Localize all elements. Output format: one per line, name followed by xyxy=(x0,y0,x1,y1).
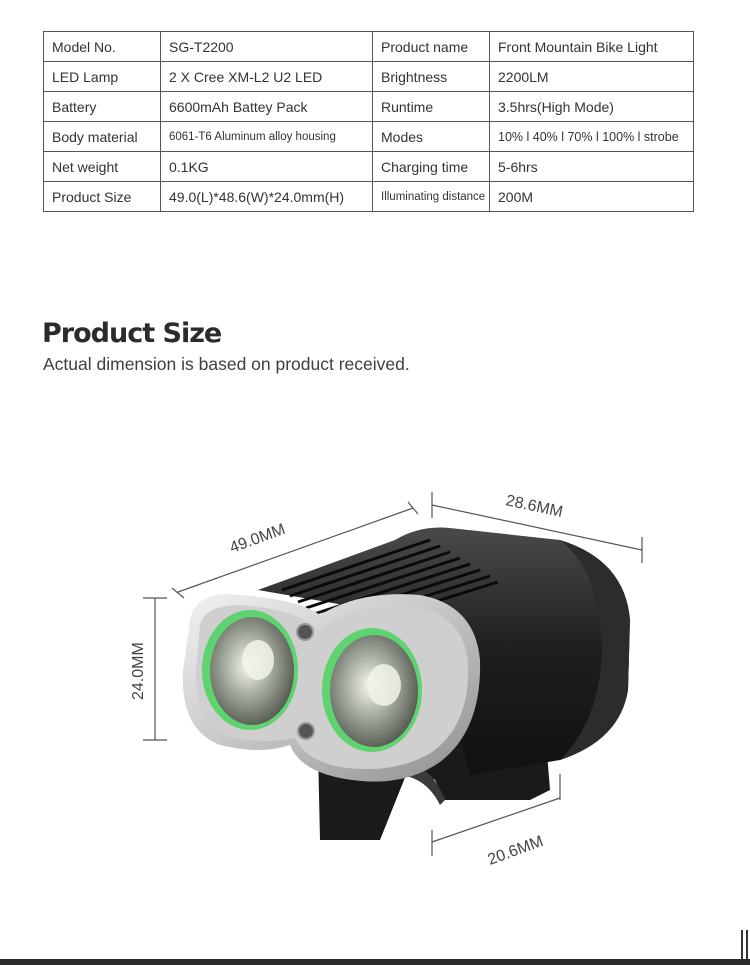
spec-label: Modes xyxy=(373,122,490,152)
spec-label: Brightness xyxy=(373,62,490,92)
spec-label: Battery xyxy=(44,92,161,122)
spec-value: 3.5hrs(High Mode) xyxy=(490,92,694,122)
spec-table xyxy=(43,31,694,212)
depth-label: 20.6MM xyxy=(485,833,546,869)
spec-label: Model No. xyxy=(44,32,161,62)
spec-label: Charging time xyxy=(373,152,490,182)
spec-row xyxy=(44,122,694,152)
edge-mark xyxy=(741,930,743,960)
spec-value: 200M xyxy=(490,182,694,212)
spec-value: Front Mountain Bike Light xyxy=(490,32,694,62)
edge-mark xyxy=(746,930,748,960)
spec-label: LED Lamp xyxy=(44,62,161,92)
right-led-lens xyxy=(322,628,422,752)
spec-row xyxy=(44,92,694,122)
spec-label: Net weight xyxy=(44,152,161,182)
length-label: 49.0MM xyxy=(227,521,288,557)
spec-value: 6600mAh Battey Pack xyxy=(161,92,373,122)
spec-value: 0.1KG xyxy=(161,152,373,182)
product-diagram xyxy=(0,470,750,960)
spec-label: Illuminating distance xyxy=(373,182,490,212)
spec-label: Product Size xyxy=(44,182,161,212)
left-led-lens xyxy=(202,610,298,730)
spec-value: 6061-T6 Aluminum alloy housing xyxy=(161,122,373,152)
spec-row xyxy=(44,32,694,62)
spec-value: 2 X Cree XM-L2 U2 LED xyxy=(161,62,373,92)
width-label: 28.6MM xyxy=(504,492,565,521)
section-title: Product Size xyxy=(42,318,222,349)
height-label: 24.0MM xyxy=(130,642,147,700)
spec-row xyxy=(44,152,694,182)
screw-icon xyxy=(297,624,313,640)
spec-value: 2200LM xyxy=(490,62,694,92)
screw-icon xyxy=(298,723,314,739)
spec-value: 10% l 40% l 70% l 100% l strobe xyxy=(490,122,694,152)
spec-value: 5-6hrs xyxy=(490,152,694,182)
spec-row xyxy=(44,62,694,92)
bottom-bar xyxy=(0,959,750,965)
spec-row xyxy=(44,182,694,212)
spec-label: Runtime xyxy=(373,92,490,122)
section-subtitle: Actual dimension is based on product received. xyxy=(43,354,410,374)
spec-label: Product name xyxy=(373,32,490,62)
spec-value: 49.0(L)*48.6(W)*24.0mm(H) xyxy=(161,182,373,212)
spec-value: SG-T2200 xyxy=(161,32,373,62)
spec-label: Body material xyxy=(44,122,161,152)
